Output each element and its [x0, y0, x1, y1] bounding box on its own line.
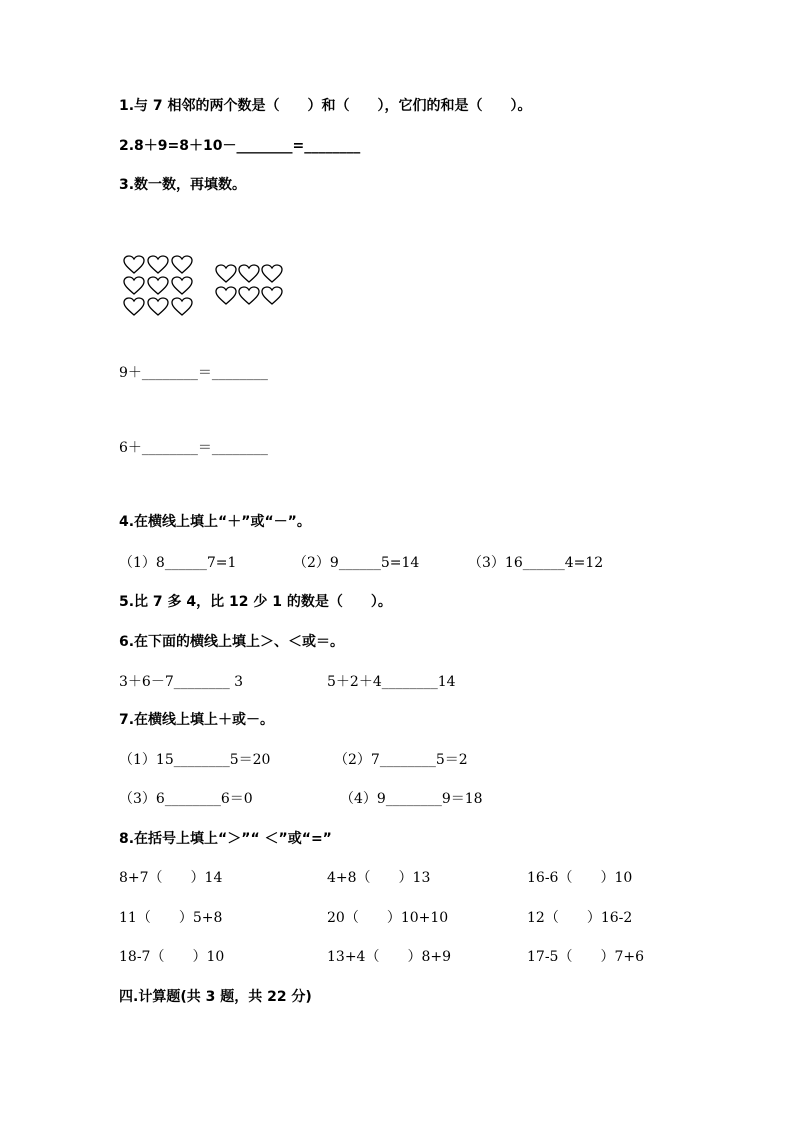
- question-5: 5.比 7 多 4，比 12 少 1 的数是（ ）。: [119, 594, 392, 610]
- q8-item: 17-5（ ）7+6: [527, 949, 644, 965]
- question-2: [119, 136, 360, 156]
- question-3: 3.数一数，再填数。: [119, 177, 247, 193]
- q8-item: 16-6（ ）10: [527, 870, 633, 886]
- heart-icon: [123, 276, 145, 296]
- q7-item-1: （1）15________5＝20: [119, 752, 271, 768]
- q8-item: 20（ ）10+10: [327, 910, 449, 926]
- q8-item: 13+4（ ）8+9: [327, 949, 451, 965]
- heart-icon: [171, 255, 193, 275]
- q4-item-1: （1）8______7=1: [119, 555, 237, 571]
- q8-item: 4+8（ ）13: [327, 870, 431, 886]
- q8-item: 11（ ）5+8: [119, 910, 223, 926]
- q6-item-2: 5＋2＋4________14: [327, 674, 456, 690]
- q3-equation-2: 6＋________＝________: [119, 440, 268, 456]
- heart-icon: [238, 286, 260, 306]
- section-4-heading: 四.计算题(共 3 题，共 22 分): [119, 989, 312, 1005]
- heart-icon: [215, 286, 237, 306]
- heart-icon: [147, 255, 169, 275]
- heart-icon: [238, 264, 260, 284]
- question-2-text: 2.8＋9=8＋10－________=________: [119, 138, 361, 154]
- heart-icon: [147, 297, 169, 317]
- question-4: 4.在横线上填上“＋”或“－”。: [119, 514, 311, 530]
- heart-icon: [171, 297, 193, 317]
- heart-icon: [261, 264, 283, 284]
- q8-item: 18-7（ ）10: [119, 949, 225, 965]
- heart-icon: [147, 276, 169, 296]
- q6-item-1: 3＋6－7________ 3: [119, 674, 244, 690]
- q4-item-2: （2）9______5=14: [293, 555, 420, 571]
- q4-item-3: （3）16______4=12: [468, 555, 604, 571]
- heart-icon: [123, 297, 145, 317]
- question-1: 1.与 7 相邻的两个数是（ ）和（ ），它们的和是（ ）。: [119, 98, 532, 114]
- question-7: 7.在横线上填上＋或－。: [119, 712, 275, 728]
- heart-icon: [261, 286, 283, 306]
- q7-item-3: （3）6________6＝0: [119, 791, 253, 807]
- q7-item-2: （2）7________5＝2: [334, 752, 468, 768]
- heart-icon: [123, 255, 145, 275]
- q8-item: 8+7（ ）14: [119, 870, 223, 886]
- heart-icon: [215, 264, 237, 284]
- heart-icon: [171, 276, 193, 296]
- q8-item: 12（ ）16-2: [527, 910, 633, 926]
- q3-equation-1: 9＋________＝________: [119, 365, 268, 381]
- question-6: 6.在下面的横线上填上＞、＜或＝。: [119, 634, 345, 650]
- q7-item-4: （4）9________9＝18: [340, 791, 483, 807]
- question-8: 8.在括号上填上“＞”“ ＜”或“=”: [119, 831, 332, 847]
